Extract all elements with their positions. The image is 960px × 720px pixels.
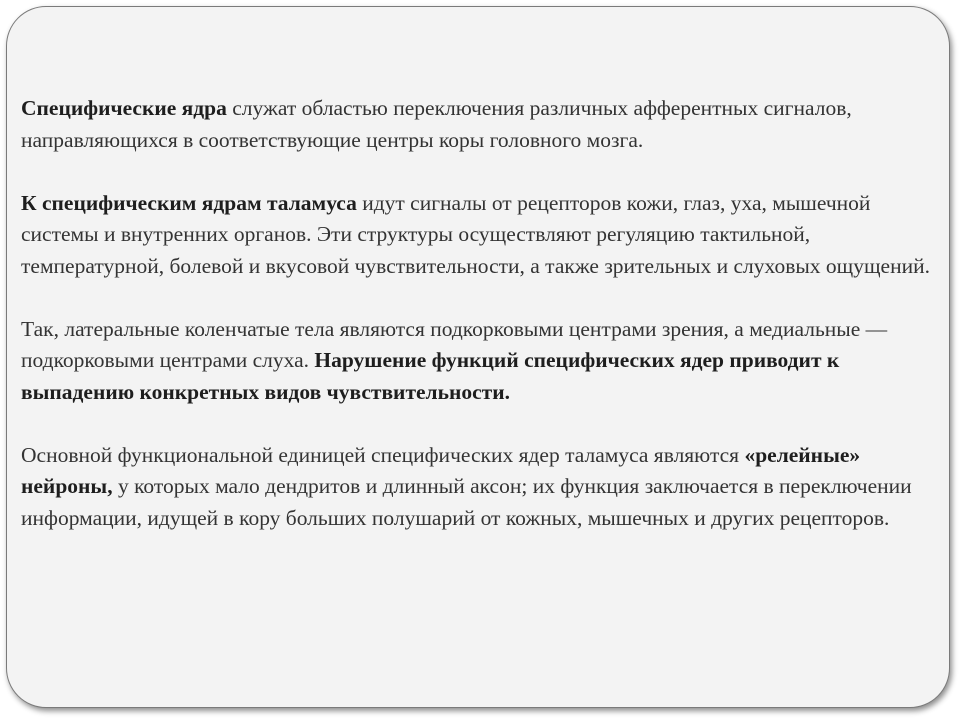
paragraph-text: Так, латеральные коленчатые тела являются подкорковыми центрами зрения, а медиальные — подкорковыми центрами слуха. bbox=[21, 316, 888, 372]
paragraph-geniculate-bodies bbox=[21, 314, 946, 409]
paragraph-text: служат областью переключения различных афферентных сигналов, направляющихся в соответствующие центры коры головного мозга. bbox=[21, 96, 852, 152]
paragraph-signals bbox=[21, 188, 946, 283]
term-thalamus-nuclei: К специфическим ядрам таламуса bbox=[21, 190, 357, 215]
paragraph-text: Основной функциональной единицей специфических ядер таламуса являются bbox=[21, 442, 745, 467]
term-relay-neurons: «релейные» нейроны, bbox=[21, 442, 861, 498]
paragraph-specific-nuclei bbox=[21, 93, 946, 156]
emphasis-dysfunction: Нарушение функций специфических ядер приводит к выпадению конкретных видов чувствительности. bbox=[21, 348, 840, 404]
slide-text bbox=[21, 93, 946, 566]
paragraph-text: у которых мало дендритов и длинный аксон; их функция заключается в переключении информации, идущей в кору больших полушарий от кожных, мышечных и других рецепторов. bbox=[21, 474, 912, 530]
term-specific-nuclei: Специфические ядра bbox=[21, 96, 227, 120]
paragraph-relay-neurons bbox=[21, 440, 946, 535]
paragraph-text: идут сигналы от рецепторов кожи, глаз, уха, мышечной системы и внутренних органов. Эти структуры осуществляют регуляцию тактильной, температурной, болевой и вкусовой чувствительности, а также зрительных и слуховых ощущений. bbox=[21, 190, 930, 278]
